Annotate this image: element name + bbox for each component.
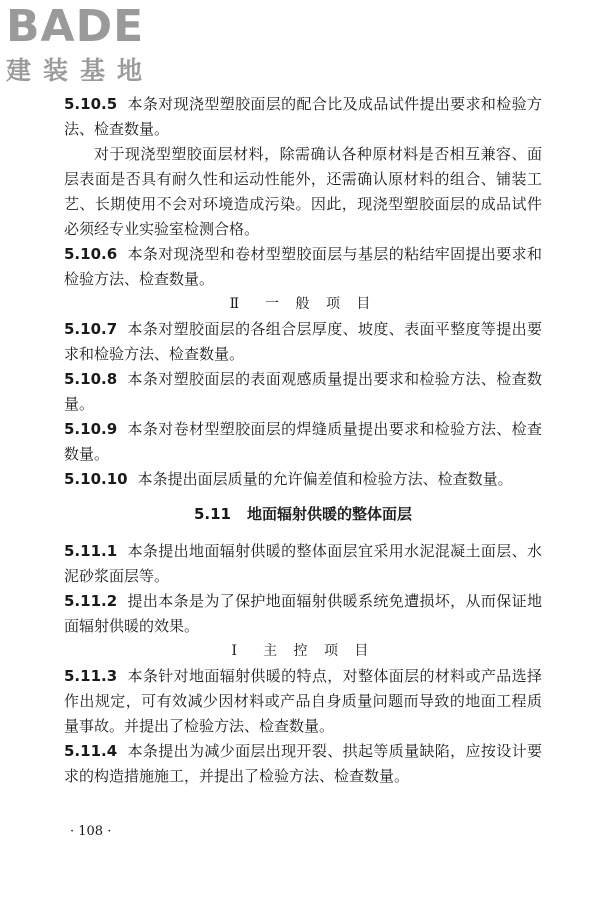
clause-5-10-10 [64,467,542,492]
clause-number: 5.10.6 [64,245,118,263]
clause-5-10-6 [64,242,542,292]
clause-text: 本条对塑胶面层的各组合层厚度、坡度、表面平整度等提出要求和检验方法、检查数量。 [64,320,542,363]
explanatory-paragraph: 对于现浇型塑胶面层材料，除需确认各种原材料是否相互兼容、面层表面是否具有耐久性和运动性能外，还需确认原材料的组合、铺装工艺、长期使用不会对环境造成污染。因此，现浇型塑胶面层的成品试件必须经专业实验室检测合格。 [64,145,542,238]
clause-text: 本条提出为减少面层出现开裂、拱起等质量缺陷，应按设计要求的构造措施施工，并提出了检验方法、检查数量。 [64,742,542,785]
clause-text: 本条提出地面辐射供暖的整体面层宜采用水泥混凝土面层、水泥砂浆面层等。 [64,542,542,585]
clause-text: 本条对塑胶面层的表面观感质量提出要求和检验方法、检查数量。 [64,370,542,413]
clause-text: 本条对现浇型和卷材型塑胶面层与基层的粘结牢固提出要求和检验方法、检查数量。 [64,245,542,288]
clause-text: 本条对现浇型塑胶面层的配合比及成品试件提出要求和检验方法、检查数量。 [64,95,542,138]
clause-number: 5.10.5 [64,95,118,113]
clause-number: 5.11.3 [64,667,118,685]
clause-5-11-4 [64,739,542,789]
clause-number: 5.11.4 [64,742,118,760]
logo-subtitle: 建装基地 [6,56,155,85]
clause-text: 本条对卷材型塑胶面层的焊缝质量提出要求和检验方法、检查数量。 [64,420,542,463]
clause-text: 本条提出面层质量的允许偏差值和检验方法、检查数量。 [137,470,513,488]
clause-number: 5.10.9 [64,420,118,438]
subheading-general-items: Ⅱ 一 般 项 目 [229,296,377,312]
clause-5-11-2 [64,589,542,639]
section-title: 地面辐射供暖的整体面层 [247,505,413,523]
logo-wordmark: BADE [6,1,145,52]
clause-5-10-5 [64,92,542,142]
clause-text: 提出本条是为了保护地面辐射供暖系统免遭损坏，从而保证地面辐射供暖的效果。 [64,592,542,635]
clause-number: 5.11.1 [64,542,118,560]
clause-5-11-1 [64,539,542,589]
logo [6,1,176,86]
clause-5-11-3 [64,664,542,739]
subheading-main-control-items: Ⅰ 主 控 项 目 [231,643,375,659]
page-number: · 108 · [70,824,112,839]
section-number: 5.11 [193,505,231,523]
clause-number: 5.10.10 [64,470,128,488]
clause-5-10-8 [64,367,542,417]
clause-5-10-9 [64,417,542,467]
document-body [64,92,542,789]
section-heading-5-11 [64,502,542,527]
clause-5-10-7 [64,317,542,367]
clause-number: 5.10.8 [64,370,118,388]
clause-number: 5.11.2 [64,592,118,610]
clause-text: 本条针对地面辐射供暖的特点，对整体面层的材料或产品选择作出规定，可有效减少因材料或产品自身质量问题而导致的地面工程质量事故。并提出了检验方法、检查数量。 [64,667,542,735]
clause-number: 5.10.7 [64,320,118,338]
